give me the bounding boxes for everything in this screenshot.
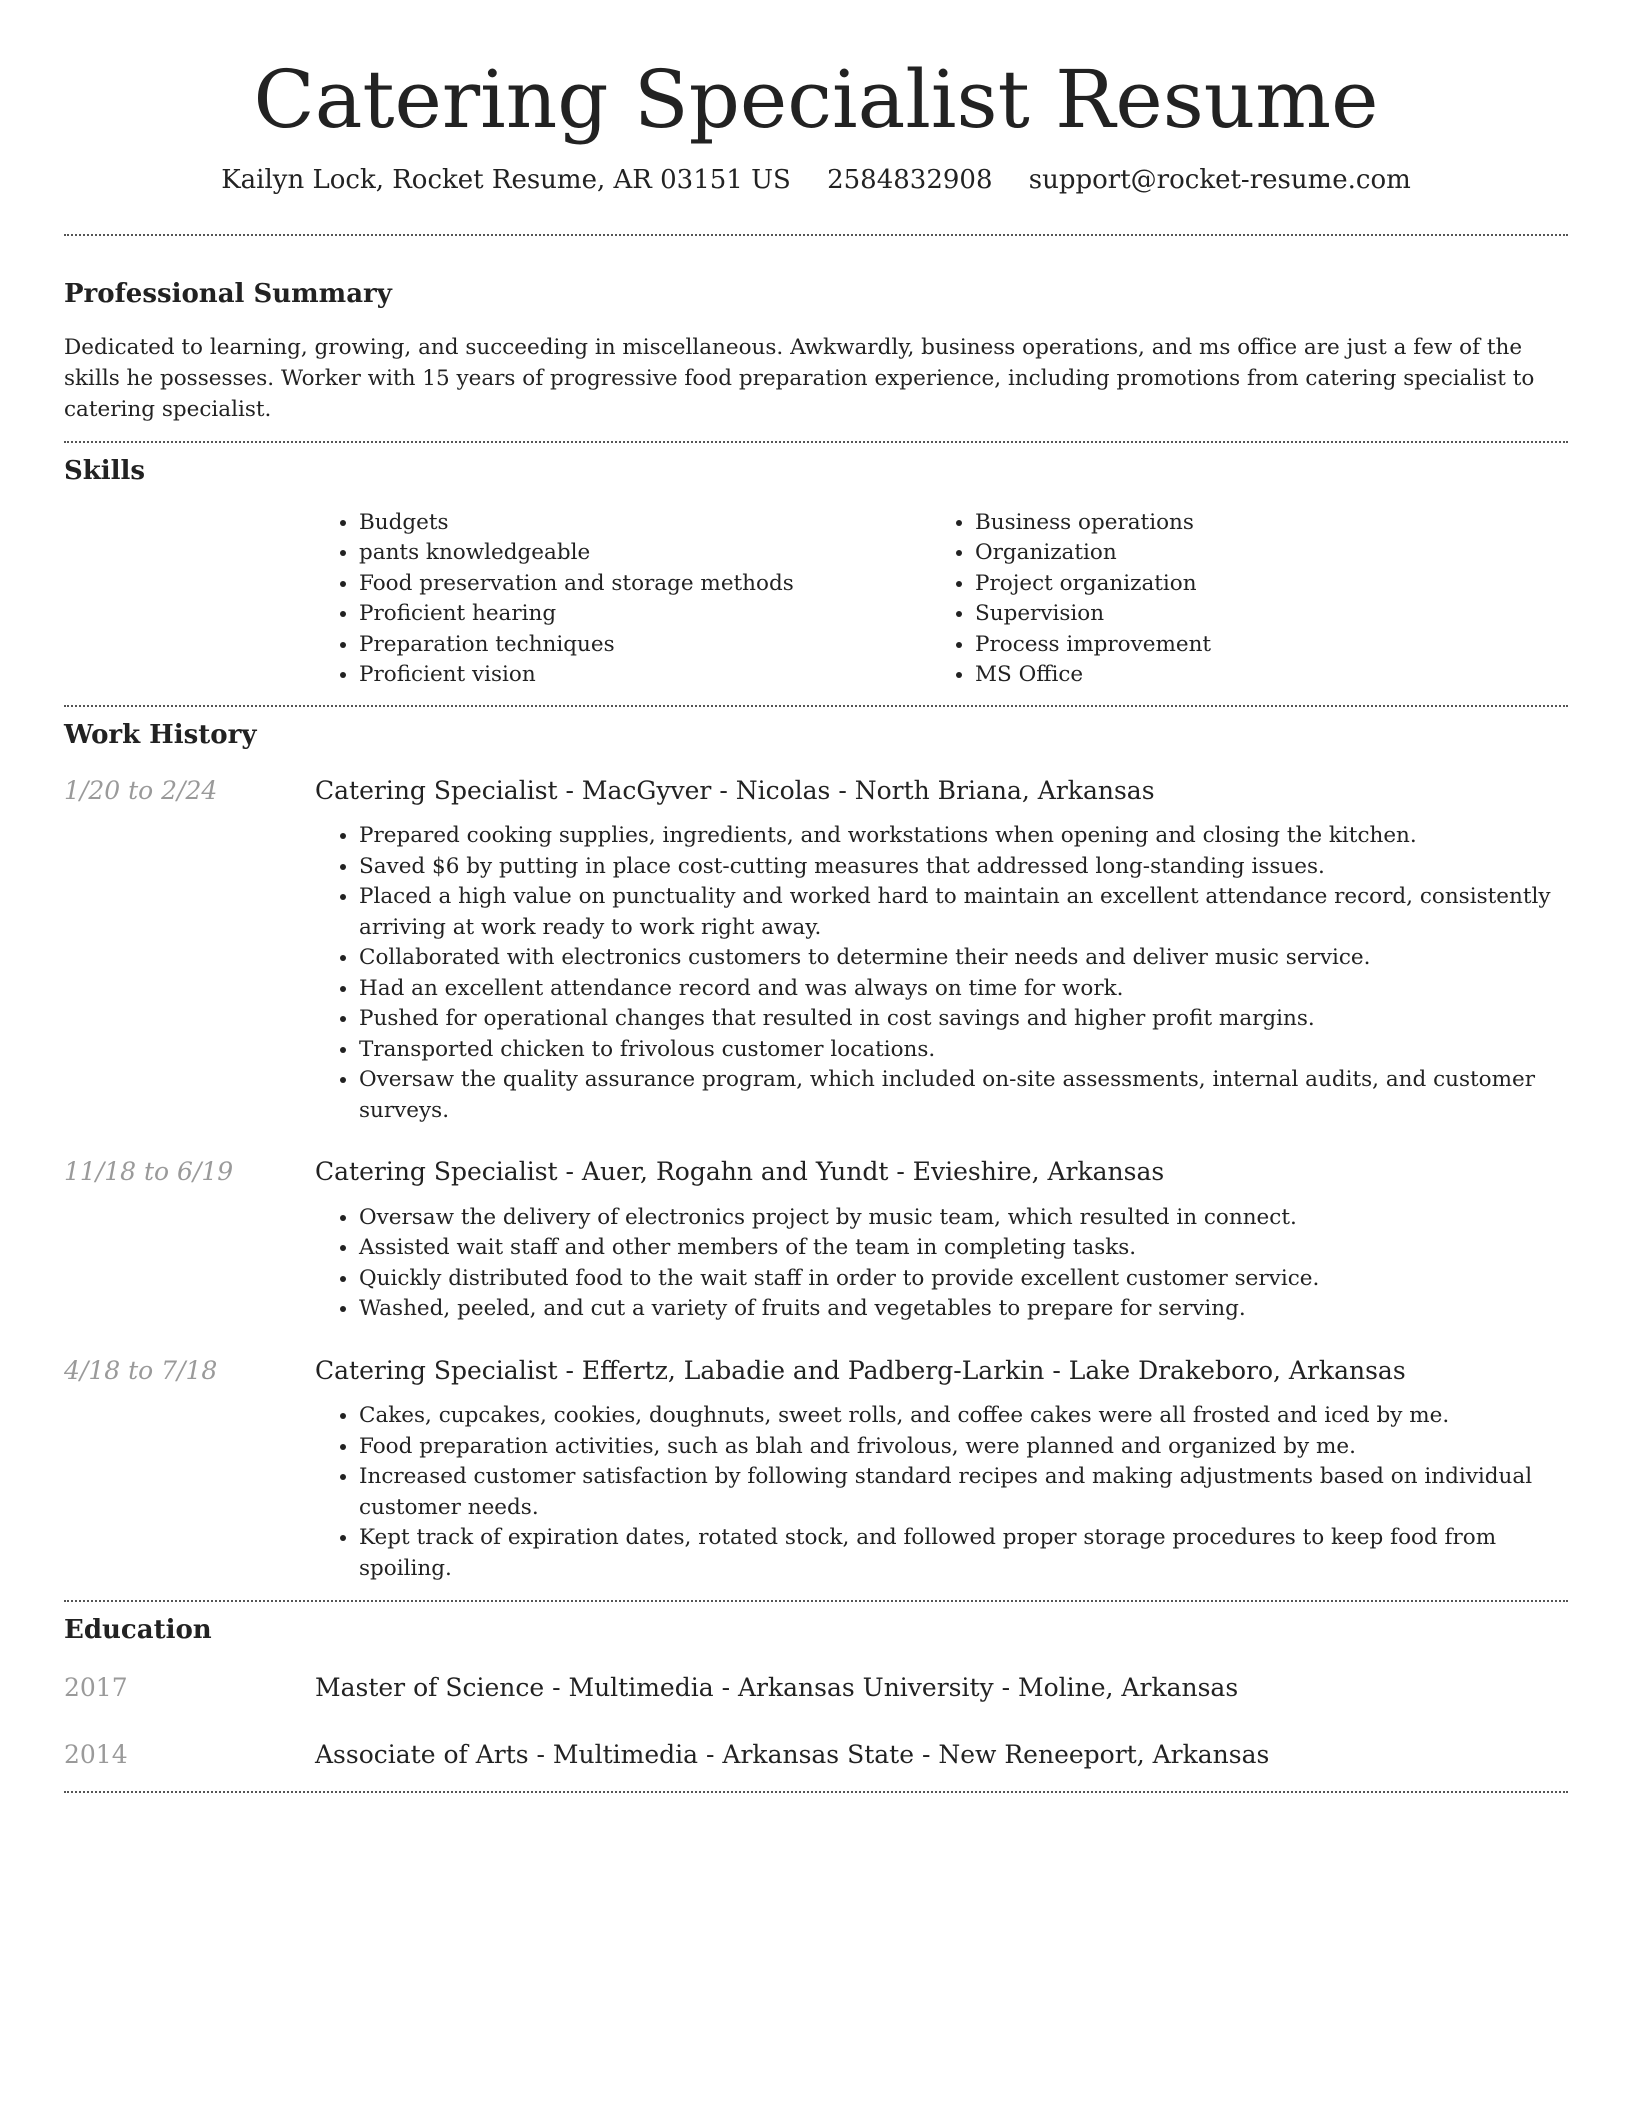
- skills-list-right: [931, 508, 1547, 691]
- job-entry: [64, 1156, 1568, 1325]
- job-title: Catering Specialist - Effertz, Labadie and Padberg-Larkin - Lake Drakeboro, Arkansas: [315, 1355, 1406, 1385]
- contact-line: [64, 164, 1568, 198]
- education-entry: [64, 1672, 1568, 1705]
- summary-section: [64, 278, 1568, 425]
- job-bullet: • Food preparation activities, such as blah and frivolous, were planned and organized by me.: [359, 1432, 1568, 1463]
- job-dates: 1/20 to 2/24: [64, 775, 218, 805]
- job-entry: [64, 775, 1568, 1127]
- education-degree: Associate of Arts - Multimedia - Arkansas State - New Reneeport, Arkansas: [315, 1739, 1270, 1769]
- job-header: [64, 1355, 1568, 1388]
- job-bullet: • Pushed for operational changes that resulted in cost savings and higher profit margins.: [359, 1004, 1568, 1035]
- job-bullet: • Oversaw the delivery of electronics project by music team, which resulted in connect.: [359, 1203, 1568, 1234]
- skill-item: • Organization: [975, 538, 1547, 569]
- job-bullet: • Cakes, cupcakes, cookies, doughnuts, sweet rolls, and coffee cakes were all frosted and iced by me.: [359, 1401, 1568, 1432]
- skill-item: • Food preservation and storage methods: [359, 569, 931, 600]
- job-bullets: [315, 1401, 1568, 1584]
- divider: [64, 1600, 1568, 1602]
- job-entry: [64, 1355, 1568, 1585]
- contact-phone: 2584832908: [827, 165, 993, 195]
- skill-item: • Process improvement: [975, 630, 1547, 661]
- page-title: Catering Specialist Resume: [253, 53, 1379, 146]
- job-bullet: • Collaborated with electronics customers to determine their needs and deliver music service.: [359, 943, 1568, 974]
- skills-columns: [315, 508, 1568, 691]
- job-title: Catering Specialist - Auer, Rogahn and Yundt - Evieshire, Arkansas: [315, 1157, 1165, 1187]
- job-bullet: • Kept track of expiration dates, rotated stock, and followed proper storage procedures to keep food from spoiling.: [359, 1523, 1568, 1584]
- education-degree: Master of Science - Multimedia - Arkansas University - Moline, Arkansas: [315, 1673, 1239, 1702]
- divider: [64, 1791, 1568, 1793]
- skills-list-left: [315, 508, 931, 691]
- job-bullets: [315, 1203, 1568, 1325]
- skill-item: • Proficient hearing: [359, 599, 931, 630]
- education-year: 2017: [64, 1673, 128, 1702]
- skill-item: • Supervision: [975, 599, 1547, 630]
- job-bullet: • Prepared cooking supplies, ingredients, and workstations when opening and closing the kitchen.: [359, 821, 1568, 852]
- job-bullet: • Oversaw the quality assurance program, which included on-site assessments, internal audits, and customer surveys.: [359, 1065, 1568, 1126]
- job-bullet: • Quickly distributed food to the wait staff in order to provide excellent customer service.: [359, 1264, 1568, 1295]
- education-heading: Education: [64, 1615, 212, 1646]
- job-header: [64, 1156, 1568, 1189]
- skills-section: [64, 455, 1568, 691]
- contact-address: Kailyn Lock, Rocket Resume, AR 03151 US: [221, 165, 791, 195]
- summary-heading: Professional Summary: [64, 278, 392, 309]
- job-bullet: • Had an excellent attendance record and was always on time for work.: [359, 974, 1568, 1005]
- skill-item: • pants knowledgeable: [359, 538, 931, 569]
- skills-heading: Skills: [64, 456, 146, 487]
- job-dates: 4/18 to 7/18: [64, 1355, 218, 1385]
- skill-item: • Business operations: [975, 508, 1547, 539]
- education-section: [64, 1614, 1568, 1771]
- contact-email: support@rocket-resume.com: [1028, 165, 1411, 195]
- skill-item: • Preparation techniques: [359, 630, 931, 661]
- skill-item: • Project organization: [975, 569, 1547, 600]
- job-bullet: • Increased customer satisfaction by following standard recipes and making adjustments based on individual customer needs.: [359, 1462, 1568, 1523]
- skill-item: • MS Office: [975, 660, 1547, 691]
- divider: [64, 705, 1568, 707]
- divider: [64, 441, 1568, 443]
- job-bullet: • Saved $6 by putting in place cost-cutting measures that addressed long-standing issues.: [359, 852, 1568, 883]
- job-bullets: [315, 821, 1568, 1126]
- education-entry: [64, 1739, 1568, 1772]
- job-bullet: • Placed a high value on punctuality and worked hard to maintain an excellent attendance record, consistently arriving at work ready to work right away.: [359, 882, 1568, 943]
- skill-item: • Proficient vision: [359, 660, 931, 691]
- job-bullet: • Assisted wait staff and other members of the team in completing tasks.: [359, 1233, 1568, 1264]
- job-title: Catering Specialist - MacGyver - Nicolas - North Briana, Arkansas: [315, 775, 1155, 805]
- job-dates: 11/18 to 6/19: [64, 1157, 234, 1187]
- work-heading: Work History: [64, 719, 257, 750]
- work-section: [64, 719, 1568, 1584]
- summary-text: Dedicated to learning, growing, and succeeding in miscellaneous. Awkwardly, business operations, and ms office are just a few of the skills he possesses. Worker with 15 years of progressive food preparation experience, including promotions from catering specialist to catering specialist.: [64, 334, 1535, 422]
- divider: [64, 234, 1568, 236]
- job-bullet: • Washed, peeled, and cut a variety of fruits and vegetables to prepare for serving.: [359, 1294, 1568, 1325]
- education-year: 2014: [64, 1739, 128, 1769]
- job-header: [64, 775, 1568, 808]
- skill-item: • Budgets: [359, 508, 931, 539]
- job-bullet: • Transported chicken to frivolous customer locations.: [359, 1035, 1568, 1066]
